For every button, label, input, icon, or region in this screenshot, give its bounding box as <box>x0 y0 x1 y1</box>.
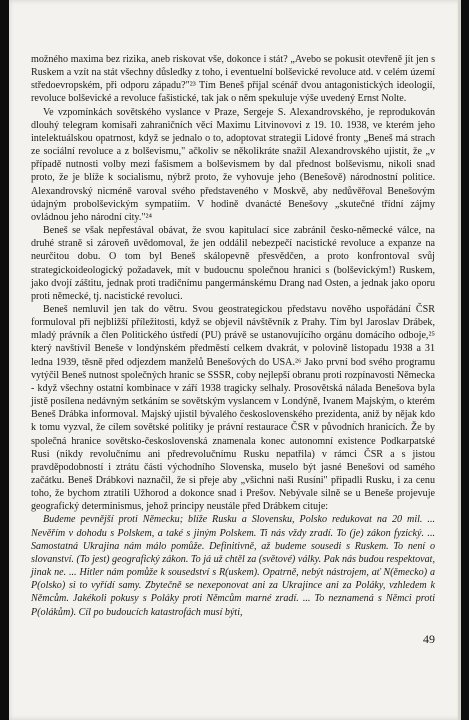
body-text <box>31 53 435 619</box>
paragraph: Beneš nemluvil jen tak do větru. Svou geostrategickou představu nověho uspořádání ČSR formuloval při nejbližší příležitosti, když se objevil návštěvník z Prahy. Tím byl Jaroslav Drábek, mladý právník a člen Politického ústředí (PU) právě se ustanovujícího orgánu domácího odboje,²⁵ který navštívil Beneše v londýnském předměstí celkem dvakrát, v polovině listopadu 1938 a 31 ledna 1939, těsně před odjezdem manželů Benešových do USA.²⁶ Jako první bod svého programu vytýčil Beneš nutnost společných hranic se SSSR, coby nejlepší obranu proti rozpínavosti Německa - když všechny ostatní kombinace v září 1938 tragicky selhaly. Prosovětská nálada Benešova byla jistě posílena nedávným setkáním se sovětským vyslancem v Londýně, Ivanem Majským, o kterém Beneš Drábka informoval. Majský ujistil bývalého československého prezidenta, aniž by nějak kdo k tomu vyzval, že cílem sovětské politiky je právní restaurace ČSR v původních hranicích. Že by společná hranice sovětsko-československá znamenala konec autonomní existence Podkarpatské Rusi (nikdy revolučnímu ani předrevolučnímu Rusku nepatřila) v rámci ČSR a s jistou pravděpodobností i ztrátu části východního Slovenska, muselo být jasné Benešovi od samého začátku. Beneš Drábkovi naznačil, že si přeje aby „všichni naši Rusíni" připadli Rusku, i za cenu toho, že bychom ztratili Užhorod a dokonce snad i Prešov. Nebývale silně se u Beneše projevuje geografický determinismus, jehož principy neustále před Drábkem cituje: <box>31 303 435 513</box>
block-quote: Budeme pevnější proti Německu; blíže Rusku a Slovensku, Polsko redukovat na 20 mil. ... Nevěřím v dohodu s Polskem, a také s jiným Polskem. Ti nás vždy zradí. To (je) zákon fyzický. ... Samostatná Ukrajina nám málo pomůže. Definitivně, až budeme sousedi s Ruskem. To není o slovanství. (To jest) geografický zákon. To já už chtěl za (světové) války. Pak nás budou respektovat, jinak ne. ... Hitler nám pomůže k sousedství s R(uskem). Opatrně, nebýt nástrojem, ať N(ěmecko) a P(olsko) si to vyřídí samy. Zbytečně se nexeponovat ani za Ukrajince ani za Poláky, vzhledem k Němcům. Jakékoli pokusy s Poláky proti Němcům marné zradí. ... To neznamená s Němci proti P(olákům). Cíl po budoucích katastrofách musí býti, <box>31 514 435 618</box>
paragraph: možného maxima bez rizika, aneb riskovat vše, dokonce i stát? „Avebo se pokusit otevřeně jít jen s Ruskem a vzít na stát všechny důsledky z toho, i eventuelní bolševické revoluce atd. v celém území středoevropském, při odporu západu?"²³ Tím Beneš přijal scénář dvou antagonistických ideologií, revoluce bolševické a revoluce fašistické, tak jak o něm spekuluje výše uvedený Ernst Nolte. <box>31 54 435 105</box>
book-page <box>9 0 461 720</box>
page-number: 49 <box>423 632 435 646</box>
paragraph: Ve vzpomínkách sovětského vyslance v Praze, Sergeje S. Alexandrovského, je reprodukován dlouhý telegram komisaři zahraničních věcí Maximu Litvinovovi z 19. 10. 1938, ve kterém jeho intelektuálskou opatrnost, když se jednalo o to, adoptovat strategii Lidové fronty „Beneš má strach ze sociální revoluce a z bolševismu," ačkoliv se několikráte snažil Alexandrovského ujistit, že „v případě nutnosti volby mezi fašismem a bolševismem by dal přednost bolševismu, nikoli snad proto, že je blíže k socialismu, nýbrž proto, že vyhovuje jeho (Benešově) národnostní politice. Alexandrovský nicméně varoval svého představeného v Moskvě, aby nedůvěřoval Benešovým údajným probolševickým sympatiím. V hodině dvanácté Benešovy „skutečné třídní zájmy ovládnou jeho národní city."²⁴ <box>31 106 435 223</box>
page-edge <box>458 0 461 720</box>
paragraph: Beneš se však nepřestával obávat, že svou kapitulací sice zabránil česko-německé válce, na druhé straně si zároveň uvědomoval, že jen oddálil nebezpečí nacistické revoluce a expanze na neurčitou dobu. O tom byl Beneš skálopevně přesvědčen, a proto konfrontoval svůj strategickoideologický požadavek, mít v budoucnu společnou hranici s (bolševickým!) Ruskem, jako dvojí záštitu, jednak proti tradičnímu pangermánskému Drang nad Osten, a jednak jako oporu proti německé, tj. nacistické revoluci. <box>31 225 435 302</box>
